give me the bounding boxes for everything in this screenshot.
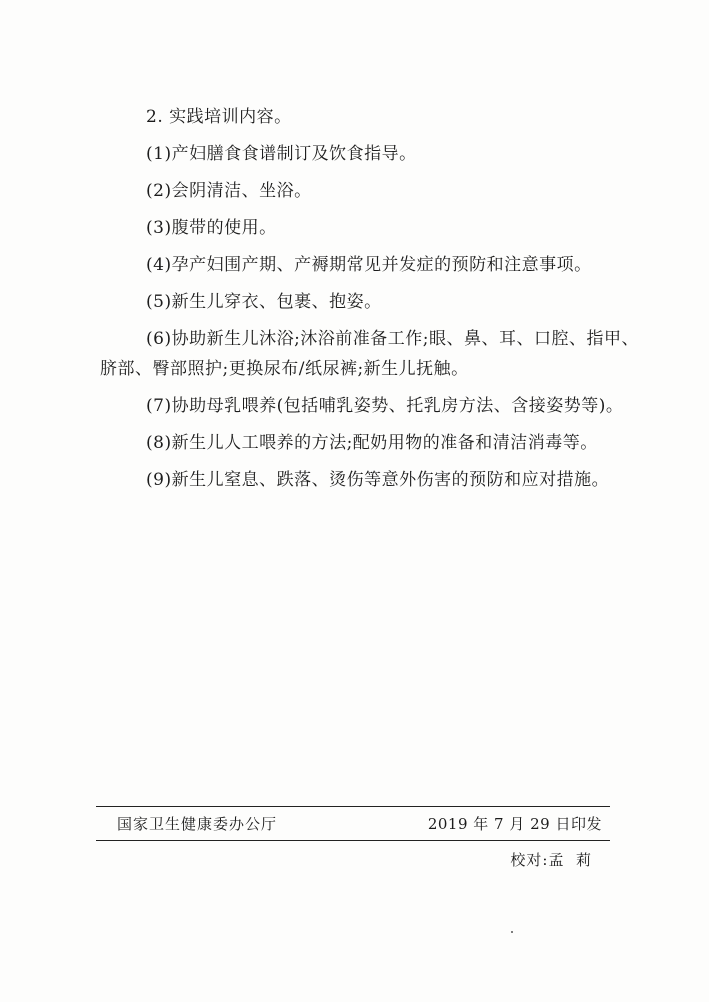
print-date: 2019 年 7 月 29 日印发 [427, 815, 602, 833]
section-heading: 2. 实践培训内容。 [146, 107, 292, 127]
list-item-2: (2)会阴清洁、坐浴。 [146, 181, 312, 201]
list-item-4: (4)孕产妇围产期、产褥期常见并发症的预防和注意事项。 [146, 255, 592, 275]
list-item-7: (7)协助母乳喂养(包括哺乳姿势、托乳房方法、含接姿势等)。 [146, 396, 624, 416]
list-item-6: (6)协助新生儿沐浴;沐浴前准备工作;眼、鼻、耳、口腔、指甲、脐部、臀部照护;更换尿布/纸尿裤;新生儿抚触。 [100, 329, 640, 379]
list-item-8: (8)新生儿人工喂养的方法;配奶用物的准备和清洁消毒等。 [146, 433, 598, 453]
footer-top-rule [96, 806, 610, 807]
list-item-3: (3)腹带的使用。 [146, 218, 277, 238]
issuer-name: 国家卫生健康委办公厅 [117, 815, 278, 833]
list-item-5: (5)新生儿穿衣、包裹、抱姿。 [146, 292, 382, 312]
footer-bottom-rule [96, 840, 610, 841]
scan-speck [511, 931, 513, 933]
list-item-9: (9)新生儿窒息、跌落、烫伤等意外伤害的预防和应对措施。 [146, 470, 610, 490]
proofreader-line: 校对:孟 莉 [510, 851, 592, 869]
list-item-1: (1)产妇膳食食谱制订及饮食指导。 [146, 144, 417, 164]
document-body [100, 102, 640, 502]
